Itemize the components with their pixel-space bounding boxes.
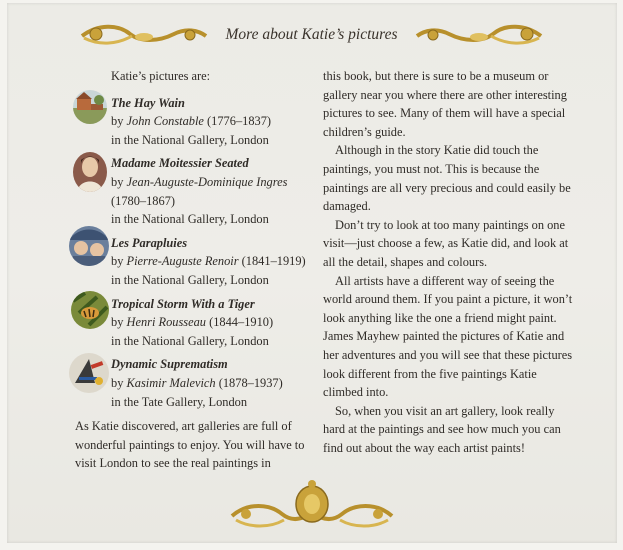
hay-wain-thumbnail-icon bbox=[73, 90, 107, 124]
intro-text: Katie’s pictures are: bbox=[111, 69, 211, 83]
artist-name: Pierre-Auguste Renoir bbox=[126, 254, 239, 269]
paragraph: So, when you visit an art gallery, look really hard at the paintings and see how much you can find out about the way each artist paints! bbox=[323, 403, 561, 455]
artist-name: Henri Rousseau bbox=[126, 315, 206, 330]
painting-entry bbox=[111, 355, 315, 411]
painting-title: The Hay Wain bbox=[111, 95, 185, 110]
painting-artist-line: by Jean-Auguste-Dominique Ingres (1780–1867) bbox=[111, 174, 288, 208]
artist-name: Kasimir Malevich bbox=[126, 375, 216, 390]
left-column bbox=[75, 67, 315, 473]
painting-location: in the Tate Gallery, London bbox=[111, 394, 248, 409]
painting-artist-line: by Pierre-Auguste Renoir (1841–1919) bbox=[111, 254, 306, 269]
painting-title: Tropical Storm With a Tiger bbox=[111, 296, 255, 311]
painting-artist-line: by Kasimir Malevich (1878–1937) bbox=[111, 375, 283, 390]
paragraph: Don’t try to look at too many paintings on one visit—just choose a few, as Katie did, and look at all the detail, shapes and colours. bbox=[323, 217, 569, 269]
tropical-storm-tiger-thumbnail-icon bbox=[71, 291, 109, 329]
painting-location: in the National Gallery, London bbox=[111, 333, 269, 348]
les-parapluies-thumbnail-icon bbox=[69, 226, 109, 266]
madame-moitessier-thumbnail-icon bbox=[73, 152, 107, 192]
painting-location: in the National Gallery, London bbox=[111, 212, 269, 227]
page-title: More about Katie’s pictures bbox=[225, 26, 398, 43]
artist-name: Jean-Auguste-Dominique Ingres bbox=[126, 174, 288, 189]
painting-entry bbox=[111, 94, 315, 150]
painting-location: in the National Gallery, London bbox=[111, 132, 269, 147]
painting-entry bbox=[111, 295, 315, 351]
painting-title: Dynamic Suprematism bbox=[111, 357, 228, 372]
painting-location: in the National Gallery, London bbox=[111, 272, 269, 287]
dynamic-suprematism-thumbnail-icon bbox=[69, 353, 109, 393]
paragraph: Although in the story Katie did touch the paintings, you must not. This is because the paintings are all very precious and could easily be damaged. bbox=[323, 143, 571, 214]
gold-scroll-ornament-bottom-icon bbox=[226, 478, 398, 534]
painting-artist-line: by Henri Rousseau (1844–1910) bbox=[111, 315, 274, 330]
painting-entry bbox=[111, 154, 315, 228]
painting-title: Les Parapluies bbox=[111, 235, 188, 250]
page-header bbox=[0, 22, 623, 52]
paragraph: All artists have a different way of seeing the world around them. If you paint a picture, it won’t look anything like the one a friend might paint. James Mayhew painted the pictures of Katie and her adventures and you will see that these pictures look different from the five paintings Katie climbed into. bbox=[323, 273, 573, 400]
closing-paragraph: As Katie discovered, art galleries are full of wonderful paintings to enjoy. You will have to visit London to see the real paintings in bbox=[75, 419, 305, 471]
right-column bbox=[323, 67, 573, 457]
painting-artist-line: by John Constable (1776–1837) bbox=[111, 114, 272, 129]
artist-name: John Constable bbox=[126, 114, 204, 129]
painting-entry bbox=[111, 234, 315, 290]
paragraph: this book, but there is sure to be a museum or gallery near you where there are other interesting pictures to see. Many of them will have a special children’s guide. bbox=[323, 69, 567, 139]
painting-title: Madame Moitessier Seated bbox=[111, 156, 249, 171]
gold-scroll-ornament-right-icon bbox=[413, 22, 545, 48]
